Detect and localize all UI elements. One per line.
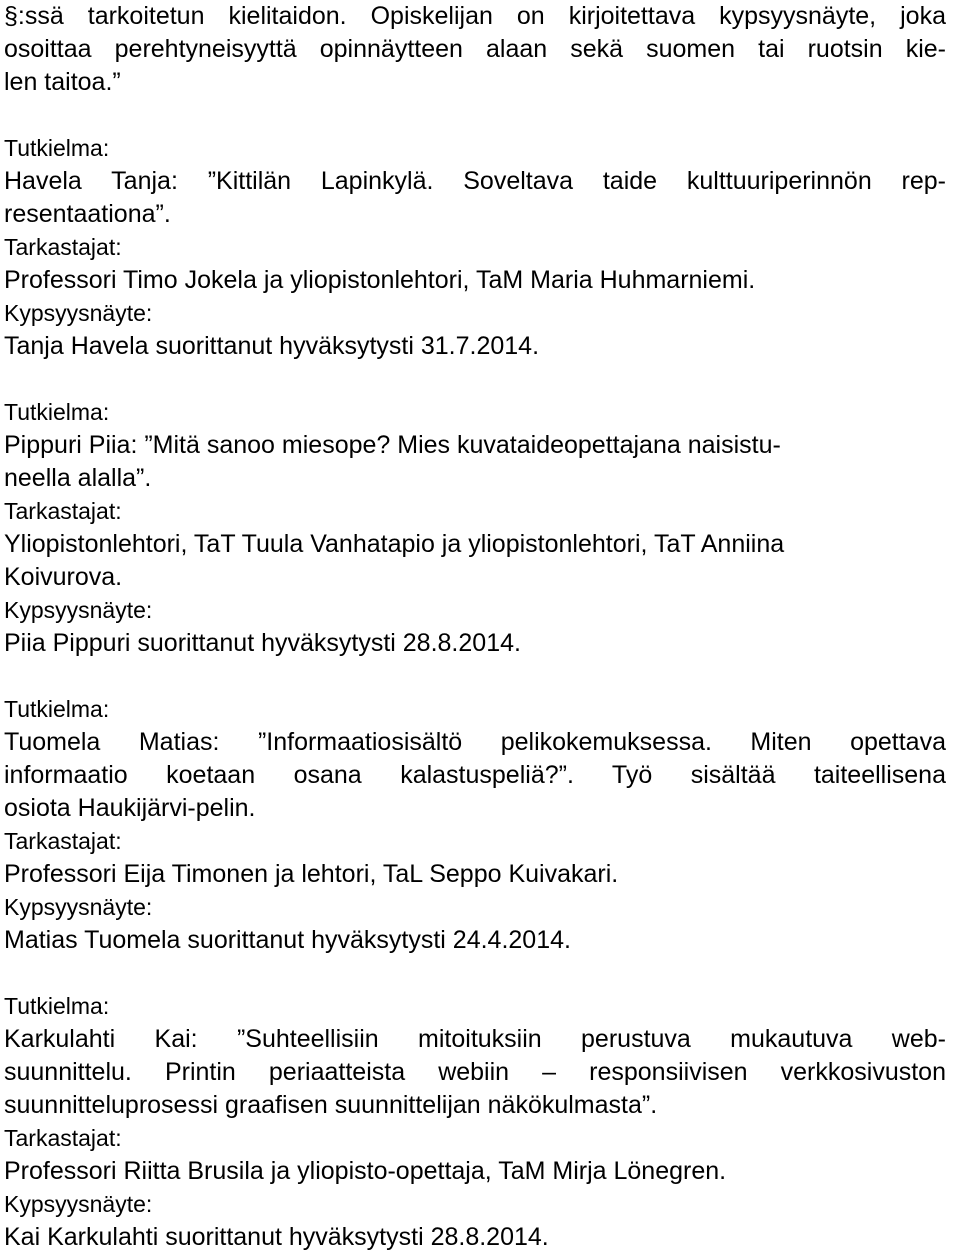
text-line: Matias Tuomela suorittanut hyväksytysti 24.4.2014.	[4, 926, 571, 954]
text-line: resentaationa”.	[4, 200, 171, 228]
text-line: Tanja Havela suorittanut hyväksytysti 31.7.2014.	[4, 332, 540, 360]
text-line: Tuomela Matias: ”Informaatiosisältö pelikokemuksessa. Miten opettava	[4, 728, 946, 756]
section-label: Tarkastajat:	[4, 498, 122, 524]
text-line: osoittaa perehtyneisyyttä opinnäytteen alaan sekä suomen tai ruotsin kie-	[4, 35, 946, 63]
text-line: Havela Tanja: ”Kittilän Lapinkylä. Soveltava taide kulttuuriperinnön rep-	[4, 167, 946, 195]
text-line: Professori Eija Timonen ja lehtori, TaL Seppo Kuivakari.	[4, 860, 619, 888]
text-line: §:ssä tarkoitetun kielitaidon. Opiskelijan on kirjoitettava kypsyysnäyte, joka	[4, 2, 946, 30]
text-line: Kai Karkulahti suorittanut hyväksytysti 28.8.2014.	[4, 1223, 549, 1251]
section-label: Kypsyysnäyte:	[4, 894, 153, 920]
text-line: Piia Pippuri suorittanut hyväksytysti 28.8.2014.	[4, 629, 521, 657]
text-line: osiota Haukijärvi-pelin.	[4, 794, 256, 822]
text-line: suunnitteluprosessi graafisen suunnittelijan näkökulmasta”.	[4, 1091, 658, 1119]
text-line: neella alalla”.	[4, 464, 152, 492]
text-line: informaatio koetaan osana kalastuspeliä?”. Työ sisältää taiteellisena	[4, 761, 946, 789]
section-label: Tarkastajat:	[4, 234, 122, 260]
text-line: Koivurova.	[4, 563, 123, 591]
section-label: Tutkielma:	[4, 135, 110, 161]
text-line: Yliopistonlehtori, TaT Tuula Vanhatapio ja yliopistonlehtori, TaT Anniina	[4, 530, 785, 558]
text-line: suunnittelu. Printin periaatteista webiin – responsiivisen verkkosivuston	[4, 1058, 946, 1086]
text-line: Professori Timo Jokela ja yliopistonlehtori, TaM Maria Huhmarniemi.	[4, 266, 756, 294]
text-line: Karkulahti Kai: ”Suhteellisiin mitoituksiin perustuva mukautuva web-	[4, 1025, 946, 1053]
section-label: Kypsyysnäyte:	[4, 300, 153, 326]
section-label: Kypsyysnäyte:	[4, 597, 153, 623]
section-label: Tutkielma:	[4, 399, 110, 425]
text-line: len taitoa.”	[4, 68, 121, 96]
section-label: Tarkastajat:	[4, 1125, 122, 1151]
section-label: Tutkielma:	[4, 696, 110, 722]
section-label: Tutkielma:	[4, 993, 110, 1019]
section-label: Tarkastajat:	[4, 828, 122, 854]
text-line: Pippuri Piia: ”Mitä sanoo miesope? Mies kuvataideopettajana naisistu-	[4, 431, 781, 459]
text-line: Professori Riitta Brusila ja yliopisto-opettaja, TaM Mirja Lönegren.	[4, 1157, 727, 1185]
section-label: Kypsyysnäyte:	[4, 1191, 153, 1217]
